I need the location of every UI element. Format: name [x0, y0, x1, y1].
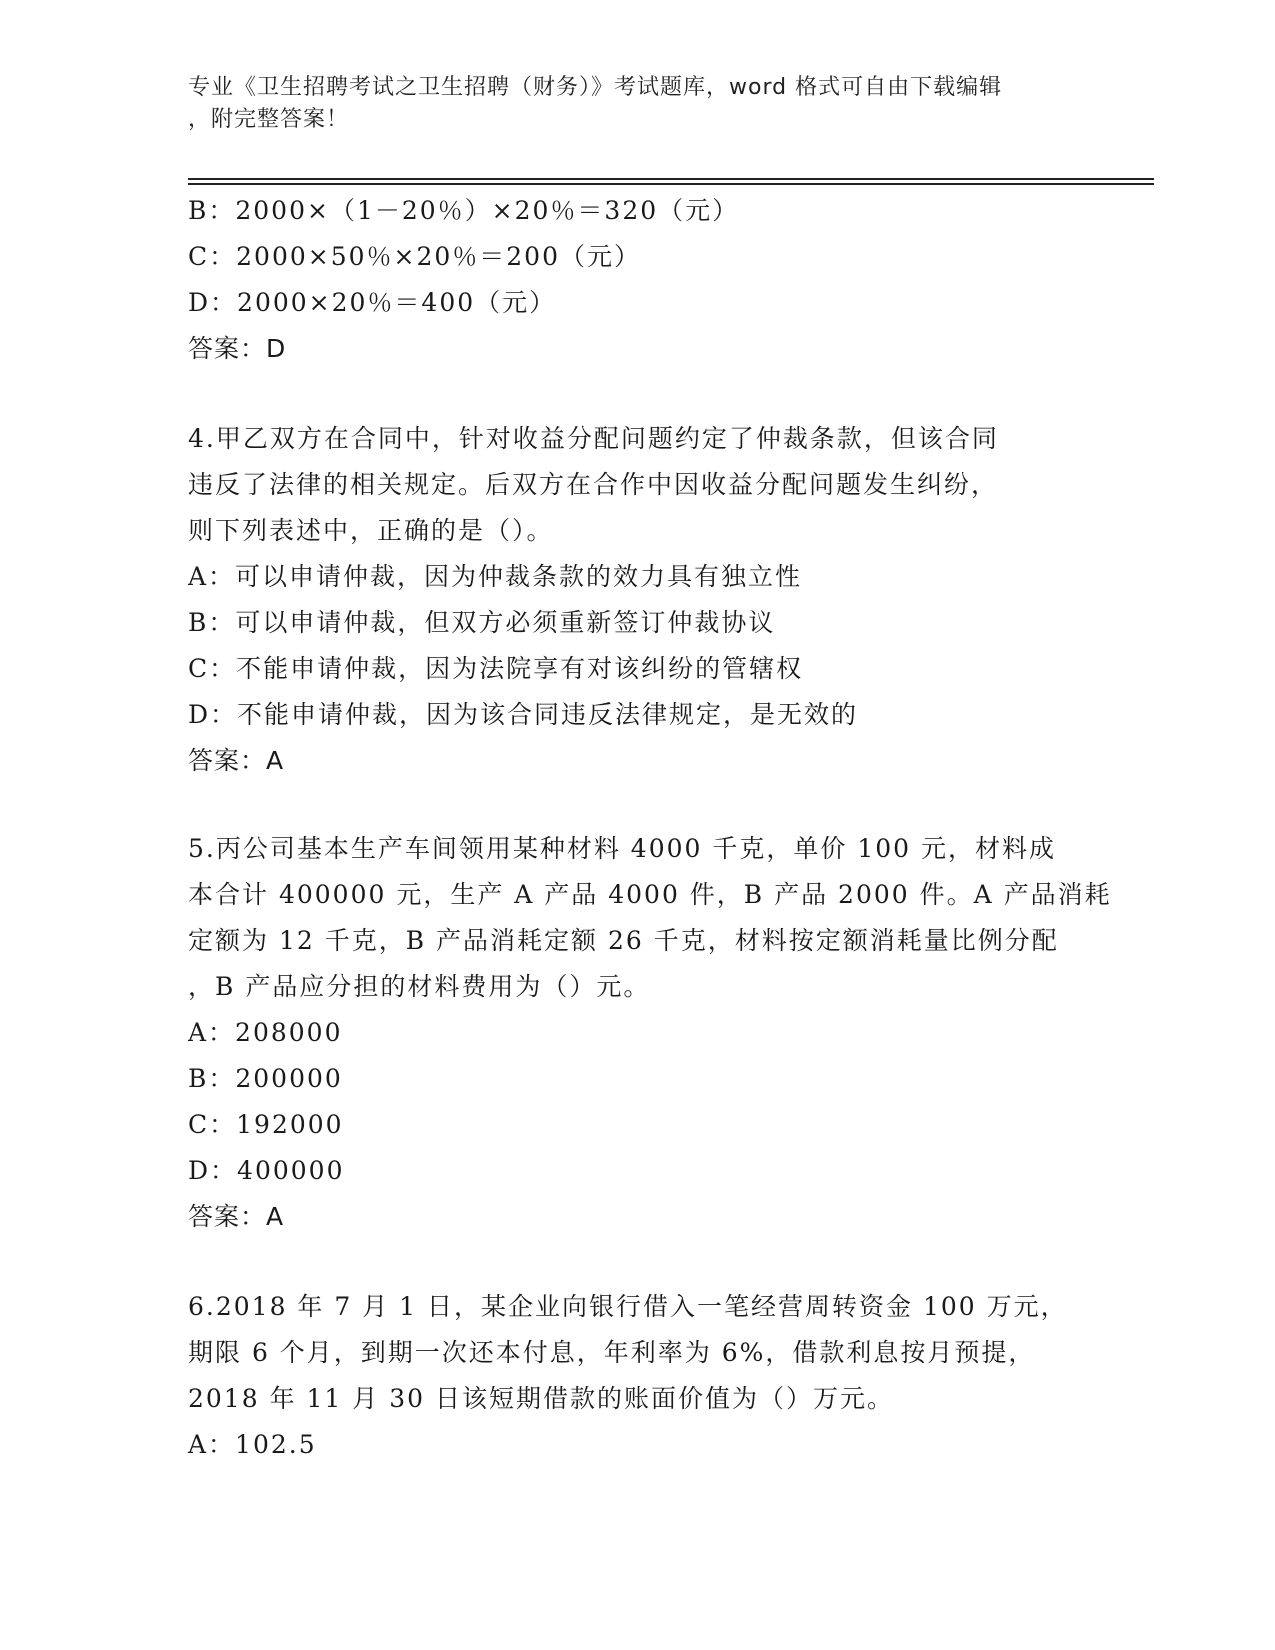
option-a: A：可以申请仲裁，因为仲裁条款的效力具有独立性: [188, 562, 803, 591]
question-stem-line: 本合计 400000 元，生产 A 产品 4000 件，B 产品 2000 件。A 产品消耗: [188, 880, 1112, 909]
question-list: [188, 188, 1112, 1468]
question-stem-line: 违反了法律的相关规定。后双方在合作中因收益分配问题发生纠纷，: [188, 470, 999, 499]
header-rule-top: [188, 178, 1154, 180]
question-stem-line: 期限 6 个月，到期一次还本付息，年利率为 6%，借款利息按月预提，: [188, 1338, 1036, 1367]
spacer: [188, 784, 1088, 826]
spacer: [188, 372, 1088, 416]
option-a: A：208000: [188, 1018, 343, 1047]
question-stem-line: 定额为 12 千克，B 产品消耗定额 26 千克，材料按定额消耗量比例分配: [188, 926, 1059, 955]
answer: 答案：A: [188, 746, 285, 775]
option-c: C：不能申请仲裁，因为法院享有对该纠纷的管辖权: [188, 654, 804, 683]
option-d: D：400000: [188, 1156, 345, 1185]
question-6: [188, 1284, 1088, 1468]
option-c: C：2000×50％×20％＝200（元）: [188, 242, 641, 271]
header-title-line-1: 专业《卫生招聘考试之卫生招聘（财务）》考试题库，word 格式可自由下载编辑: [188, 75, 1003, 100]
spacer: [188, 1240, 1088, 1284]
option-d: D：不能申请仲裁，因为该合同违反法律规定，是无效的: [188, 700, 859, 729]
question-4: [188, 416, 1088, 784]
option-b: B：2000×（1－20％）×20％＝320（元）: [188, 196, 740, 225]
question-5: [188, 826, 1112, 1240]
answer: 答案：D: [188, 334, 287, 363]
question-3: [188, 188, 1088, 372]
question-stem-line: 6.2018 年 7 月 1 日，某企业向银行借入一笔经营周转资金 100 万元，: [188, 1292, 1068, 1321]
header-rule-bottom: [188, 183, 1154, 185]
option-c: C：192000: [188, 1110, 344, 1139]
option-b: B：200000: [188, 1064, 343, 1093]
page-header: [188, 72, 1068, 136]
question-stem-line: 则下列表述中，正确的是（）。: [188, 516, 554, 545]
option-d: D：2000×20％＝400（元）: [188, 288, 557, 317]
question-stem-line: ，B 产品应分担的材料费用为（）元。: [188, 972, 651, 1001]
question-stem-line: 5.丙公司基本生产车间领用某种材料 4000 千克，单价 100 元，材料成: [188, 834, 1056, 863]
answer: 答案：A: [188, 1202, 285, 1231]
question-stem-line: 2018 年 11 月 30 日该短期借款的账面价值为（）万元。: [188, 1384, 894, 1413]
option-b: B：可以申请仲裁，但双方必须重新签订仲裁协议: [188, 608, 776, 637]
option-a: A：102.5: [188, 1430, 317, 1459]
question-stem-line: 4.甲乙双方在合同中，针对收益分配问题约定了仲裁条款，但该合同: [188, 424, 999, 453]
header-title-line-2: ，附完整答案！: [188, 107, 350, 132]
